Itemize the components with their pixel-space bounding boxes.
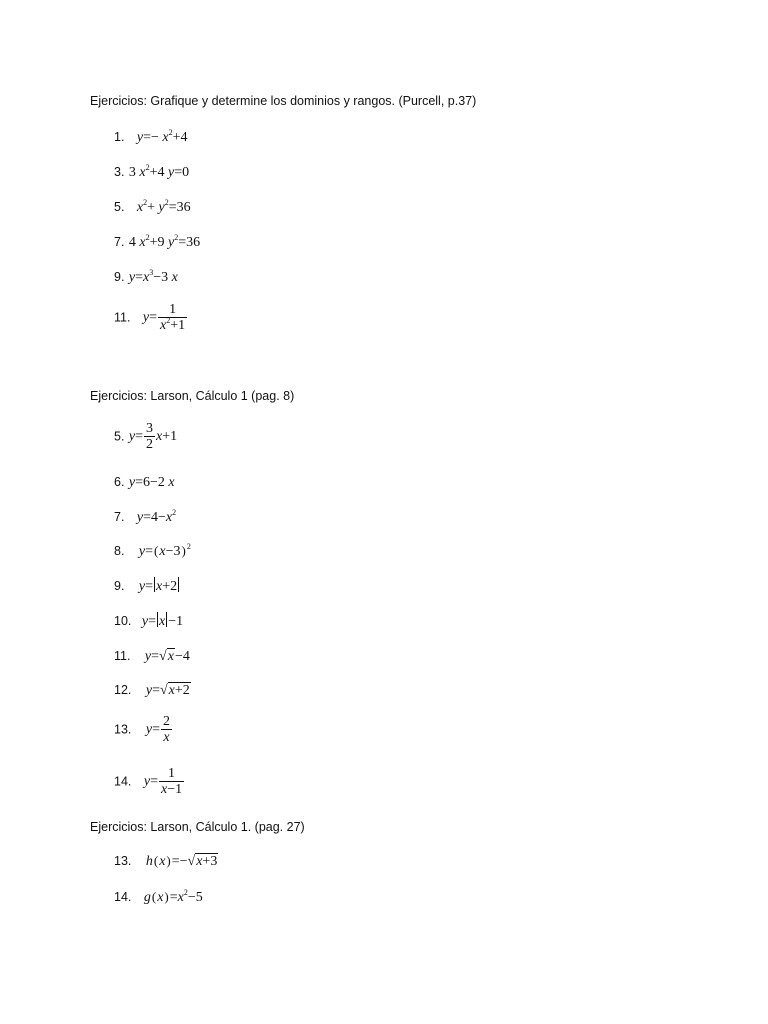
exercise-number: 5. xyxy=(114,429,125,444)
exercise-item xyxy=(114,268,178,286)
exercise-number: 10. xyxy=(114,614,132,628)
exercise-formula: y=√x−4 xyxy=(144,649,190,664)
exercise-formula: y= $\frac{2}{x}$ xyxy=(145,714,170,745)
exercise-formula: y=6−2 x xyxy=(128,475,175,490)
exercise-item xyxy=(114,128,188,146)
exercise-formula: $y=x^3-3$ x xyxy=(128,268,178,285)
exercise-formula: y= $\frac{1}{x^2+1}$ xyxy=(142,302,186,333)
exercise-item xyxy=(114,233,200,251)
section-heading-larson-p8: Ejercicios: Larson, Cálculo 1 (pag. 8) xyxy=(90,389,295,403)
exercise-number: 5. xyxy=(114,200,125,214)
exercise-number: 9. xyxy=(114,270,125,284)
exercise-item xyxy=(114,473,175,491)
exercise-formula: y=√x+2 xyxy=(145,683,190,698)
exercise-number: 7. xyxy=(114,235,125,249)
exercise-formula: y= x+2 xyxy=(138,579,178,594)
exercise-number: 3. xyxy=(114,165,125,179)
exercise-item xyxy=(114,714,173,745)
exercise-item xyxy=(114,681,191,699)
exercise-number: 7. xyxy=(114,510,125,524)
exercise-formula: h(x)=−√x+3 xyxy=(145,853,218,869)
exercise-formula: y= x −1 xyxy=(141,614,184,629)
exercise-formula: $x^2+ y^2=36$ xyxy=(136,198,191,215)
exercise-item xyxy=(114,508,176,526)
exercise-number: 14. xyxy=(114,774,132,789)
exercise-number: 1. xyxy=(114,130,125,144)
exercise-item xyxy=(114,421,177,452)
exercise-formula: $g(x)=x^2-5$ xyxy=(143,888,203,905)
exercise-number: 13. xyxy=(114,854,132,868)
exercise-formula: $y=- x^2+4$ xyxy=(136,128,188,145)
exercise-item xyxy=(114,302,188,333)
exercise-item xyxy=(114,542,191,560)
exercise-item xyxy=(114,612,183,630)
exercise-formula: $y=4-x^2$ xyxy=(136,508,177,525)
exercise-item xyxy=(114,888,203,906)
exercise-number: 14. xyxy=(114,890,132,904)
exercise-number: 11. xyxy=(114,310,131,325)
exercise-item xyxy=(114,577,180,595)
exercise-item xyxy=(114,163,189,181)
exercise-number: 8. xyxy=(114,544,125,558)
exercise-formula: 3 $x^2+4$ y=0 xyxy=(128,163,190,180)
exercise-formula: y= $\frac{1}{x-1}$ xyxy=(143,766,183,797)
exercise-number: 6. xyxy=(114,475,125,489)
exercise-number: 13. xyxy=(114,722,132,737)
exercise-item xyxy=(114,766,185,797)
exercise-number: 9. xyxy=(114,579,125,593)
section-heading-purcell: Ejercicios: Grafique y determine los dominios y rangos. (Purcell, p.37) xyxy=(90,94,477,108)
exercise-item xyxy=(114,852,218,870)
exercise-formula: $y=(x-3)^2$ xyxy=(138,542,191,559)
exercise-number: 11. xyxy=(114,649,131,663)
section-heading-larson-p27: Ejercicios: Larson, Cálculo 1. (pag. 27) xyxy=(90,820,305,834)
exercise-number: 12. xyxy=(114,683,132,697)
exercise-formula: 4 $x^2+9$ $y^2=36$ xyxy=(128,233,201,250)
exercise-item xyxy=(114,647,190,665)
exercise-formula: y= $\frac{3}{2}$ x+1 xyxy=(128,421,178,452)
exercise-item xyxy=(114,198,191,216)
